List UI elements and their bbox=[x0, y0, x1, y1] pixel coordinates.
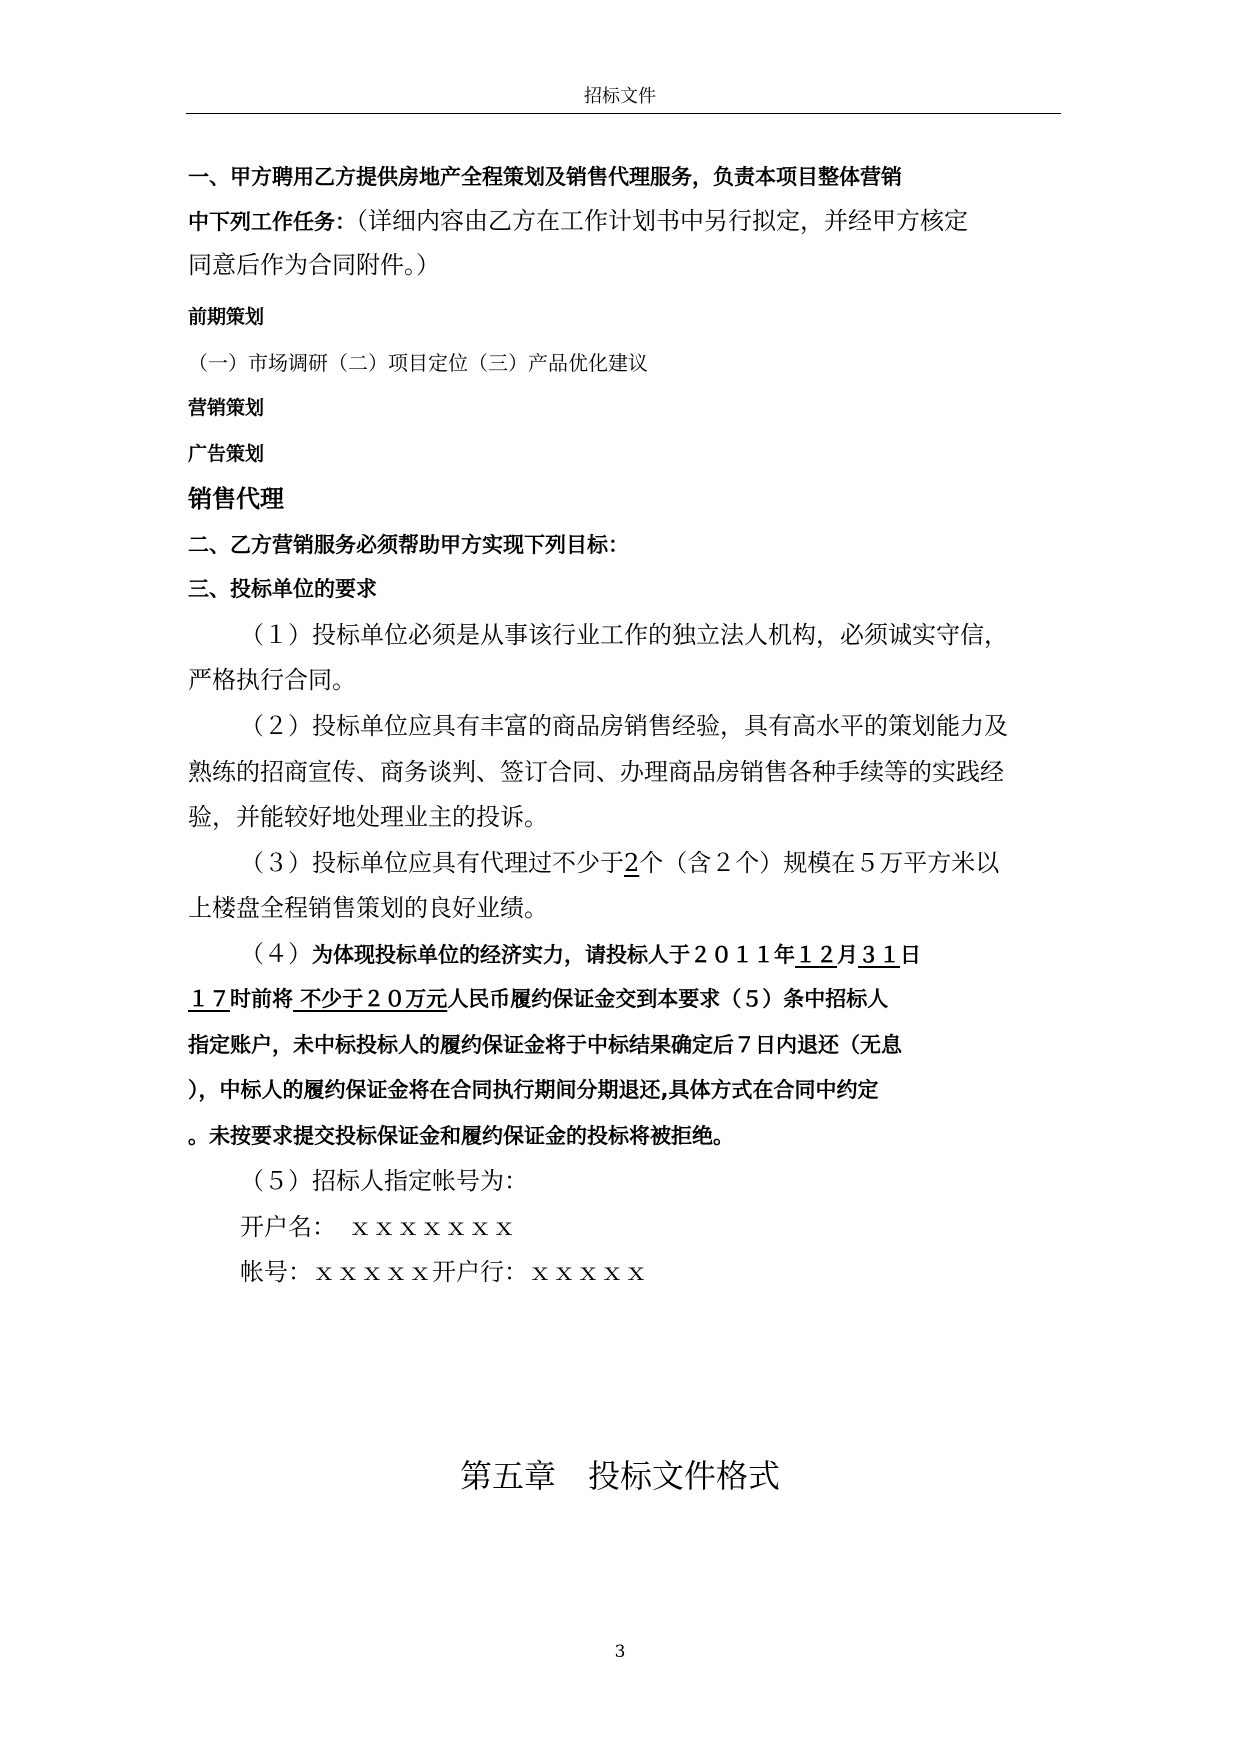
req3-line1-b: 个（含２个）规模在５万平方米以 bbox=[639, 849, 1000, 877]
req1-line1: （１）投标单位必须是从事该行业工作的独立法人机构，必须诚实守信， bbox=[240, 621, 1008, 649]
section1-line3: 同意后作为合同附件。） bbox=[188, 251, 440, 279]
section1-line1: 一、甲方聘用乙方提供房地产全程策划及销售代理服务，负责本项目整体营销 bbox=[188, 165, 902, 189]
req4-line1-c: 月 bbox=[837, 943, 858, 967]
running-header: 招标文件 bbox=[584, 86, 656, 107]
req2-line3: 验，并能较好地处理业主的投诉。 bbox=[188, 803, 548, 831]
section1-line2-bold: 中下列工作任务： bbox=[188, 210, 356, 234]
section1-line2-normal: （详细内容由乙方在工作计划书中另行拟定，并经甲方核定 bbox=[356, 207, 968, 235]
req3-line2: 上楼盘全程销售策划的良好业绩。 bbox=[188, 894, 548, 922]
req4-line2 bbox=[188, 984, 888, 1014]
item-sales-agency: 销售代理 bbox=[188, 485, 284, 513]
req3-line1-a: （３）投标单位应具有代理过不少于 bbox=[240, 849, 624, 877]
page-number: 3 bbox=[614, 1642, 626, 1662]
section3-title: 三、投标单位的要求 bbox=[188, 577, 377, 601]
req4-line5: 。未按要求提交投标保证金和履约保证金的投标将被拒绝。 bbox=[188, 1124, 734, 1148]
item-marketing: 营销策划 bbox=[188, 397, 265, 419]
section1-line2 bbox=[188, 206, 968, 237]
item-advertising: 广告策划 bbox=[188, 443, 265, 465]
req4-line1-a: （４） bbox=[240, 940, 312, 968]
req4-line2-a: 时前将 bbox=[230, 987, 293, 1011]
item-sub-items: （一）市场调研（二）项目定位（三）产品优化建议 bbox=[188, 351, 648, 375]
req2-line1: （２）投标单位应具有丰富的商品房销售经验，具有高水平的策划能力及 bbox=[240, 712, 1008, 740]
req3-count-underlined: 2 bbox=[624, 849, 640, 877]
req5-account-name: 开户名： ｘｘｘｘｘｘｘ bbox=[240, 1213, 516, 1241]
header-divider bbox=[186, 113, 1061, 114]
item-pre-planning: 前期策划 bbox=[188, 306, 265, 328]
req2-line2: 熟练的招商宣传、商务谈判、签订合同、办理商品房销售各种手续等的实践经 bbox=[188, 758, 1004, 786]
req4-line1-b: 为体现投标单位的经济实力，请投标人于２０１１年 bbox=[312, 943, 795, 967]
req4-line1 bbox=[240, 939, 921, 970]
req4-hour: １７ bbox=[188, 987, 230, 1011]
req3-line1 bbox=[240, 848, 999, 878]
req4-day: ３１ bbox=[858, 943, 900, 967]
section2-title: 二、乙方营销服务必须帮助甲方实现下列目标： bbox=[188, 533, 629, 557]
req5-account-line: 帐号：ｘｘｘｘｘ开户行：ｘｘｘｘｘ bbox=[240, 1258, 648, 1286]
req4-line4: ），中标人的履约保证金将在合同执行期间分期退还,具体方式在合同中约定 bbox=[188, 1078, 879, 1102]
req4-month: １２ bbox=[795, 943, 837, 967]
req1-line2: 严格执行合同。 bbox=[188, 666, 356, 694]
req4-amount: 不少于２０万元 bbox=[293, 987, 448, 1011]
req5-line1: （５）招标人指定帐号为： bbox=[240, 1167, 528, 1195]
req4-line2-b: 人民币履约保证金交到本要求（５）条中招标人 bbox=[447, 987, 889, 1011]
chapter-title: 第五章 投标文件格式 bbox=[459, 1457, 780, 1495]
req4-line1-d: 日 bbox=[900, 943, 921, 967]
req4-line3: 指定账户，未中标投标人的履约保证金将于中标结果确定后７日内退还（无息 bbox=[188, 1033, 902, 1057]
